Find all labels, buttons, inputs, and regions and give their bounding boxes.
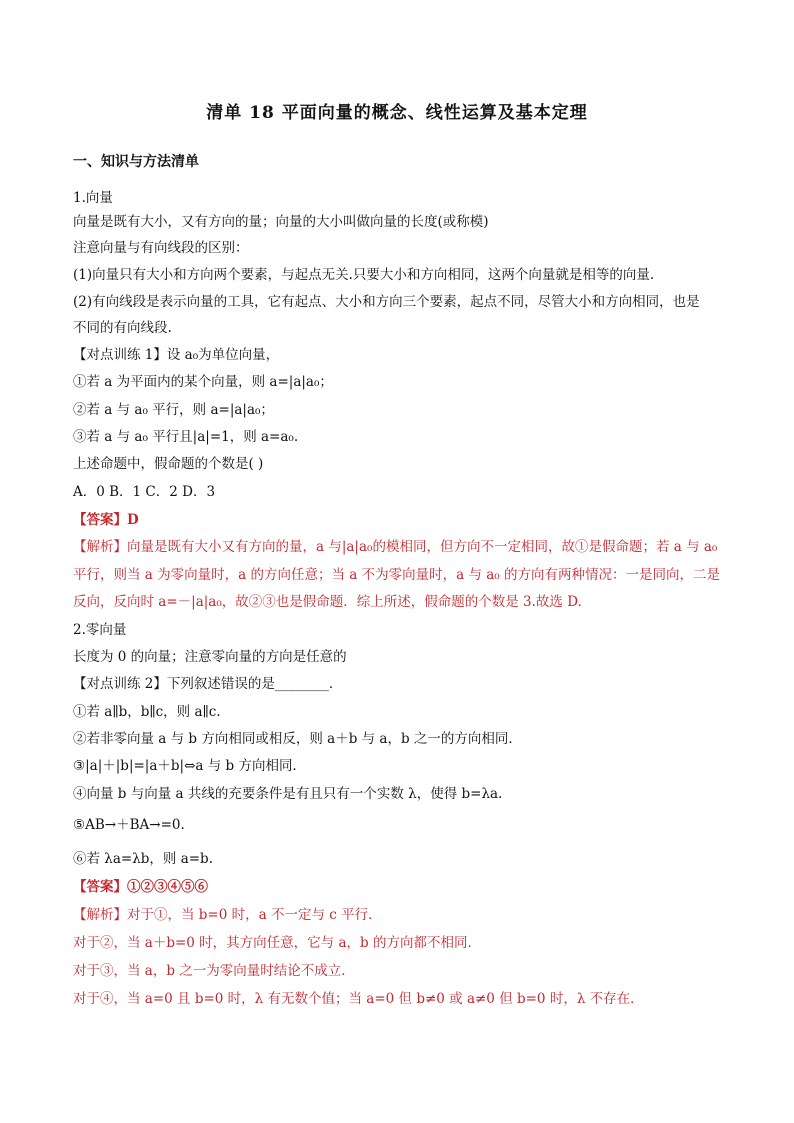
text-line: 长度为 0 的向量；注意零向量的方向是任意的 (73, 649, 347, 665)
text-line: ③|a|＋|b|=|a＋b|⇔a 与 b 方向相同． (73, 758, 306, 774)
analysis-2-line: 【解析】对于①，当 b=0 时，a 不一定与 c 平行． (73, 907, 382, 923)
analysis-1-line: 平行，则当 a 为零向量时，a 的方向任意；当 a 不为零向量时，a 与 a₀ 的方向有两种情况：一是同向，二是 (73, 567, 720, 583)
options-line: A．0 B．1 C．2 D．3 (73, 484, 216, 500)
text-line: ④向量 b 与向量 a 共线的充要条件是有且只有一个实数 λ，使得 b=λa. (73, 786, 503, 802)
page-title: 清单 18 平面向量的概念、线性运算及基本定理 (206, 103, 588, 123)
text-line: (1)向量只有大小和方向两个要素，与起点无关.只要大小和方向相同，这两个向量就是相等的向量. (73, 267, 655, 283)
text-line: (2)有向线段是表示向量的工具，它有起点、大小和方向三个要素，起点不同，尽管大小和方向相同，也是 (73, 294, 700, 310)
section-heading: 一、知识与方法清单 (73, 154, 199, 170)
text-line: ⑥若 λa=λb，则 a=b. (73, 851, 213, 867)
analysis-2-line: 对于②，当 a＋b=0 时，其方向任意，它与 a，b 的方向都不相同． (73, 935, 481, 951)
text-line: ③若 a 与 a₀ 平行且|a|=1，则 a=a₀. (73, 429, 299, 445)
exercise-1: 【对点训练 1】设 a₀为单位向量， (73, 347, 280, 363)
subheading-zero-vector: 2.零向量 (73, 622, 127, 638)
text-line: ②若非零向量 a 与 b 方向相同或相反，则 a＋b 与 a，b 之一的方向相同． (73, 731, 522, 747)
subheading-vector: 1.向量 (73, 190, 113, 206)
text-line: ①若 a∥b，b∥c，则 a∥c. (73, 704, 221, 720)
analysis-1-line: 【解析】向量是既有大小又有方向的量，a 与|a|a₀的模相同，但方向不一定相同，故①是假命题；若 a 与 a₀ (73, 539, 718, 555)
text-line: 注意向量与有向线段的区别： (73, 240, 249, 256)
text-line: ②若 a 与 a₀ 平行，则 a=|a|a₀； (73, 402, 274, 418)
answer-1: 【答案】D (73, 512, 139, 528)
text-line: ⑤AB→＋BA→=0. (73, 817, 185, 833)
answer-2: 【答案】①②③④⑤⑥ (73, 879, 208, 895)
text-line: 向量是既有大小，又有方向的量；向量的大小叫做向量的长度(或称模) (73, 214, 489, 230)
exercise-2: 【对点训练 2】下列叙述错误的是________． (73, 676, 343, 692)
analysis-1-line: 反向，反向时 a=－|a|a₀，故②③也是假命题．综上所述，假命题的个数是 3.故选 D. (73, 594, 582, 610)
text-line: 上述命题中，假命题的个数是( ) (73, 456, 264, 472)
text-line: 不同的有向线段. (73, 320, 172, 336)
text-line: ①若 a 为平面内的某个向量，则 a=|a|a₀； (73, 374, 333, 390)
analysis-2-line: 对于④，当 a=0 且 b=0 时，λ 有无数个值；当 a=0 但 b≠0 或 a≠0 但 b=0 时，λ 不存在． (73, 991, 644, 1007)
analysis-2-line: 对于③，当 a，b 之一为零向量时结论不成立． (73, 963, 355, 979)
